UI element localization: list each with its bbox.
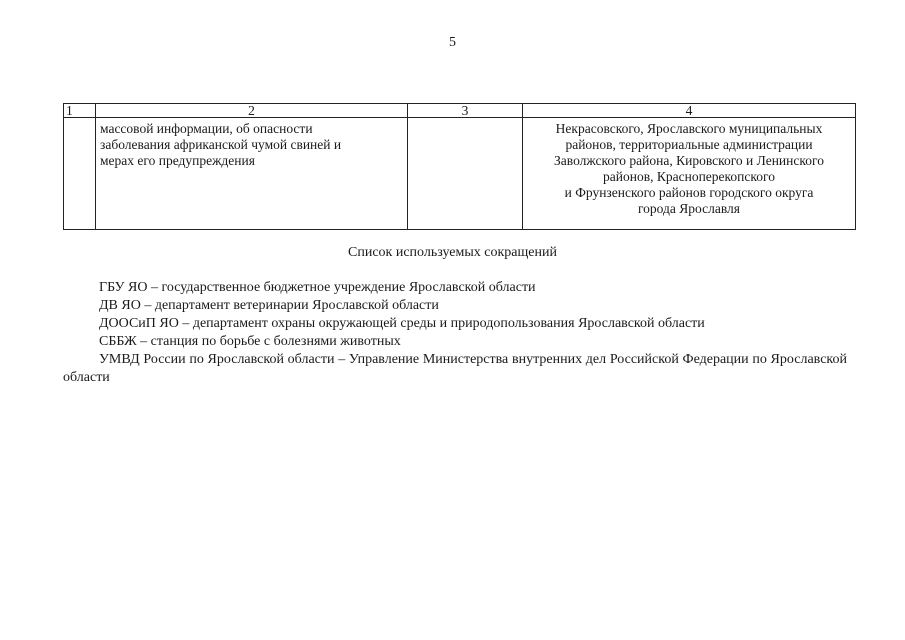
table-cell-responsible: Некрасовского, Ярославского муниципальных районов, территориальные администрации Заволжского района, Кировского и Ленинского районов, Красноперекопского и Фрунзенского районов городского округа города Ярославля	[523, 118, 856, 230]
measures-table	[63, 103, 856, 230]
table-row	[64, 118, 856, 230]
abbreviation-item: УМВД России по Ярославской области – Управление Министерства внутренних дел Российской Федерации по Ярославской области	[63, 352, 847, 385]
column-header-2: 2	[96, 104, 408, 118]
abbreviations-list	[63, 279, 847, 387]
column-header-1: 1	[64, 104, 96, 118]
table-cell-deadline	[408, 118, 523, 230]
abbreviation-item: ДООСиП ЯО – департамент охраны окружающей среды и природопользования Ярославской области	[99, 316, 705, 331]
abbreviation-item: СББЖ – станция по борьбе с болезнями животных	[99, 334, 401, 349]
column-header-3: 3	[408, 104, 523, 118]
abbreviation-item: ДВ ЯО – департамент ветеринарии Ярославской области	[99, 298, 439, 313]
page-number: 5	[449, 35, 456, 50]
abbreviation-item: ГБУ ЯО – государственное бюджетное учреждение Ярославской области	[99, 280, 536, 295]
table-header-row	[64, 104, 856, 118]
table-cell-number	[64, 118, 96, 230]
abbreviations-title: Список используемых сокращений	[348, 245, 557, 260]
column-header-4: 4	[523, 104, 856, 118]
table-cell-measure: массовой информации, об опасности заболевания африканской чумой свиней и мерах его предупреждения	[96, 118, 408, 230]
